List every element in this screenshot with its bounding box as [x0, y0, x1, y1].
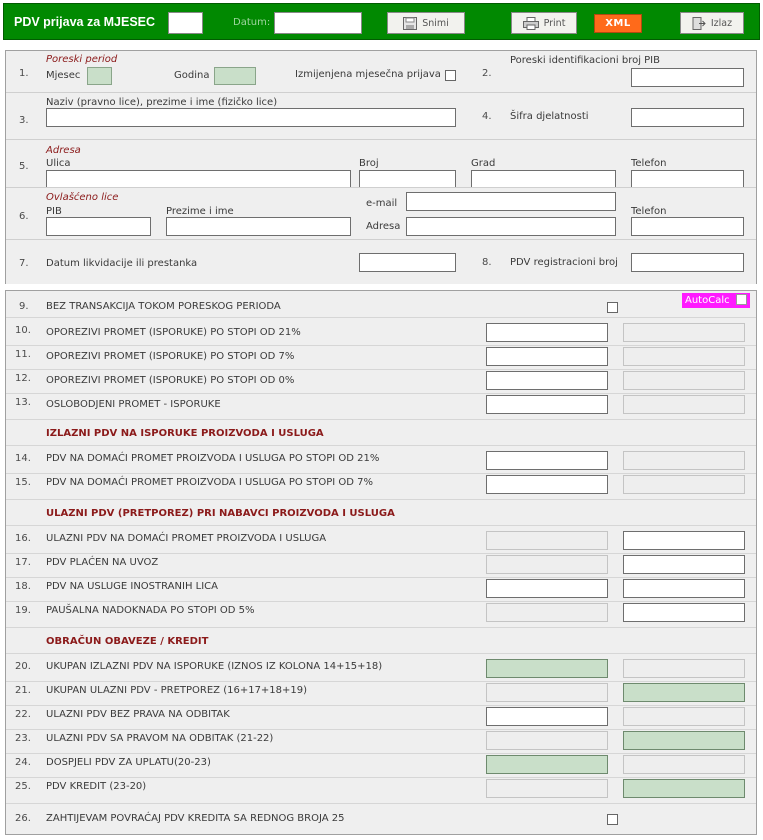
row-number: 16. — [15, 533, 31, 544]
row-number: 1. — [19, 68, 29, 79]
floppy-disk-icon — [403, 17, 417, 30]
row10-base-input[interactable] — [486, 323, 608, 342]
xml-button[interactable]: XML — [594, 14, 642, 33]
save-button[interactable] — [387, 12, 465, 34]
auth-phone-label: Telefon — [631, 206, 667, 217]
row16-tax-input[interactable] — [623, 531, 745, 550]
main-panel — [5, 290, 757, 835]
section-output-heading: IZLAZNI PDV NA ISPORUKE PROIZVODA I USLUGA — [46, 428, 324, 439]
row23-deductible — [623, 731, 745, 750]
row-label: ULAZNI PDV SA PRAVOM NA ODBITAK (21-22) — [46, 733, 274, 744]
row17-base-input — [486, 555, 608, 574]
row-number: 24. — [15, 757, 31, 768]
row21-total-input — [623, 683, 745, 702]
number-label: Broj — [359, 158, 379, 169]
exit-button[interactable] — [680, 12, 744, 34]
row-label: PDV KREDIT (23-20) — [46, 781, 147, 792]
row-number: 25. — [15, 781, 31, 792]
auth-name-input[interactable] — [166, 217, 351, 236]
row15-tax-input — [623, 475, 745, 494]
row18-base-input[interactable] — [486, 579, 608, 598]
row12-base-input[interactable] — [486, 371, 608, 390]
row-label: PDV NA USLUGE INOSTRANIH LICA — [46, 581, 218, 592]
row-number: 21. — [15, 685, 31, 696]
row-label: ULAZNI PDV BEZ PRAVA NA ODBITAK — [46, 709, 230, 720]
auth-phone-input[interactable] — [631, 217, 744, 236]
row-number: 7. — [19, 258, 29, 269]
row-number: 23. — [15, 733, 31, 744]
row11-base-input[interactable] — [486, 347, 608, 366]
row17-tax-input[interactable] — [623, 555, 745, 574]
row-number: 26. — [15, 813, 31, 824]
row11-tax-input — [623, 347, 745, 366]
month-label: Mjesec — [46, 70, 81, 81]
row-label: BEZ TRANSAKCIJA TOKOM PORESKOG PERIODA — [46, 301, 281, 312]
section-calc-heading: OBRAČUN OBAVEZE / KREDIT — [46, 636, 209, 647]
row-label: OPOREZIVI PROMET (ISPORUKE) PO STOPI OD 21% — [46, 327, 301, 338]
row22-input[interactable] — [486, 707, 608, 726]
row-label: UKUPAN IZLAZNI PDV NA ISPORUKE (IZNOS IZ KOLONA 14+15+18) — [46, 661, 383, 672]
row-number: 5. — [19, 161, 29, 172]
month-input[interactable] — [168, 12, 203, 34]
row13-base-input[interactable] — [486, 395, 608, 414]
row-number: 3. — [19, 115, 29, 126]
auth-pib-input[interactable] — [46, 217, 151, 236]
header-row-address — [6, 139, 756, 187]
row-label: PDV NA DOMAĆI PROMET PROIZVODA I USLUGA PO STOPI OD 21% — [46, 453, 380, 464]
auth-name-label: Prezime i ime — [166, 206, 234, 217]
row-number: 8. — [482, 257, 492, 268]
row23-left — [486, 731, 608, 750]
row-number: 14. — [15, 453, 31, 464]
auth-address-input[interactable] — [406, 217, 616, 236]
row14-base-input[interactable] — [486, 451, 608, 470]
row14-tax-input — [623, 451, 745, 470]
row-number: 12. — [15, 373, 31, 384]
email-input[interactable] — [406, 192, 616, 211]
row13-tax-input — [623, 395, 745, 414]
row-number: 19. — [15, 605, 31, 616]
pib-input[interactable] — [631, 68, 744, 87]
row-label: UKUPAN ULAZNI PDV - PRETPOREZ (16+17+18+19) — [46, 685, 308, 696]
row-number: 22. — [15, 709, 31, 720]
header-row-authorized — [6, 187, 756, 239]
period-year-field[interactable] — [214, 67, 256, 85]
row-label: PDV NA DOMAĆI PROMET PROIZVODA I USLUGA PO STOPI OD 7% — [46, 477, 373, 488]
row-number: 10. — [15, 325, 31, 336]
name-label: Naziv (pravno lice), prezime i ime (fizičko lice) — [46, 97, 278, 108]
row21-left — [486, 683, 608, 702]
row15-base-input[interactable] — [486, 475, 608, 494]
row19-tax-input[interactable] — [623, 603, 745, 622]
row18-tax-input[interactable] — [623, 579, 745, 598]
period-title: Poreski period — [46, 54, 118, 65]
row-number: 15. — [15, 477, 31, 488]
autocalc-toggle[interactable] — [682, 293, 750, 308]
row-number: 17. — [15, 557, 31, 568]
row-number: 4. — [482, 111, 492, 122]
street-label: Ulica — [46, 158, 71, 169]
address-title: Adresa — [46, 145, 81, 156]
row-number: 9. — [19, 301, 29, 312]
authorized-title: Ovlašćeno lice — [46, 192, 119, 203]
printer-icon — [523, 17, 539, 30]
row19-base-input — [486, 603, 608, 622]
row16-base-input — [486, 531, 608, 550]
amended-label: Izmijenjena mjesečna prijava — [295, 69, 441, 80]
row10-tax-input — [623, 323, 745, 342]
amended-checkbox[interactable] — [445, 70, 456, 81]
row-number: 13. — [15, 397, 31, 408]
form-title: PDV prijava za MJESEC — [14, 15, 156, 29]
exit-label: Izlaz — [710, 17, 733, 29]
pib-label: Poreski identifikacioni broj PIB — [510, 55, 660, 66]
city-label: Grad — [471, 158, 496, 169]
phone-label: Telefon — [631, 158, 667, 169]
autocalc-checkbox[interactable] — [736, 294, 747, 305]
period-month-field[interactable] — [87, 67, 112, 85]
row-number: 6. — [19, 211, 29, 222]
liquidation-label: Datum likvidacije ili prestanka — [46, 258, 198, 269]
print-button[interactable] — [511, 12, 577, 34]
row-label: OPOREZIVI PROMET (ISPORUKE) PO STOPI OD 0% — [46, 375, 295, 386]
no-transactions-checkbox[interactable] — [607, 302, 618, 313]
section-input-heading: ULAZNI PDV (PRETPOREZ) PRI NABAVCI PROIZVODA I USLUGA — [46, 508, 395, 519]
row22-right — [623, 707, 745, 726]
header-panel — [5, 50, 757, 284]
liquidation-date-input[interactable] — [359, 253, 456, 272]
row-number: 20. — [15, 661, 31, 672]
auth-address-label: Adresa — [366, 221, 401, 232]
row-number: 2. — [482, 68, 492, 79]
activity-label: Šifra djelatnosti — [510, 111, 589, 122]
year-label: Godina — [174, 70, 210, 81]
exit-door-icon — [692, 17, 706, 30]
date-input[interactable] — [274, 12, 362, 34]
auth-pib-label: PIB — [46, 206, 62, 217]
row-label: DOSPJELI PDV ZA UPLATU(20-23) — [46, 757, 211, 768]
print-label: Print — [543, 17, 566, 29]
row24-right — [623, 755, 745, 774]
header-row-name — [6, 92, 756, 139]
row-label: PAUŠALNA NADOKNADA PO STOPI OD 5% — [46, 605, 255, 616]
refund-request-checkbox[interactable] — [607, 814, 618, 825]
row-label: ULAZNI PDV NA DOMAĆI PROMET PROIZVODA I USLUGA — [46, 533, 327, 544]
pdv-reg-input[interactable] — [631, 253, 744, 272]
pdv-reg-label: PDV registracioni broj — [510, 257, 618, 268]
autocalc-label: AutoCalc — [685, 295, 730, 306]
row20-total-output — [486, 659, 608, 678]
header-row-liquidation — [6, 239, 756, 284]
name-input[interactable] — [46, 108, 456, 127]
row25-left — [486, 779, 608, 798]
row24-payable — [486, 755, 608, 774]
activity-code-input[interactable] — [631, 108, 744, 127]
row25-credit — [623, 779, 745, 798]
top-toolbar — [3, 3, 760, 40]
header-row-period — [6, 51, 756, 92]
row-label: OPOREZIVI PROMET (ISPORUKE) PO STOPI OD 7% — [46, 351, 295, 362]
save-label: Snimi — [422, 17, 449, 29]
row20-right — [623, 659, 745, 678]
row-label: OSLOBODJENI PROMET - ISPORUKE — [46, 399, 221, 410]
row-number: 18. — [15, 581, 31, 592]
email-label: e-mail — [366, 198, 398, 209]
row-label: ZAHTIJEVAM POVRAĆAJ PDV KREDITA SA REDNOG BROJA 25 — [46, 813, 345, 824]
row-number: 11. — [15, 349, 31, 360]
row-label: PDV PLAĆEN NA UVOZ — [46, 557, 159, 568]
date-label: Datum: — [233, 17, 271, 28]
row12-tax-input — [623, 371, 745, 390]
